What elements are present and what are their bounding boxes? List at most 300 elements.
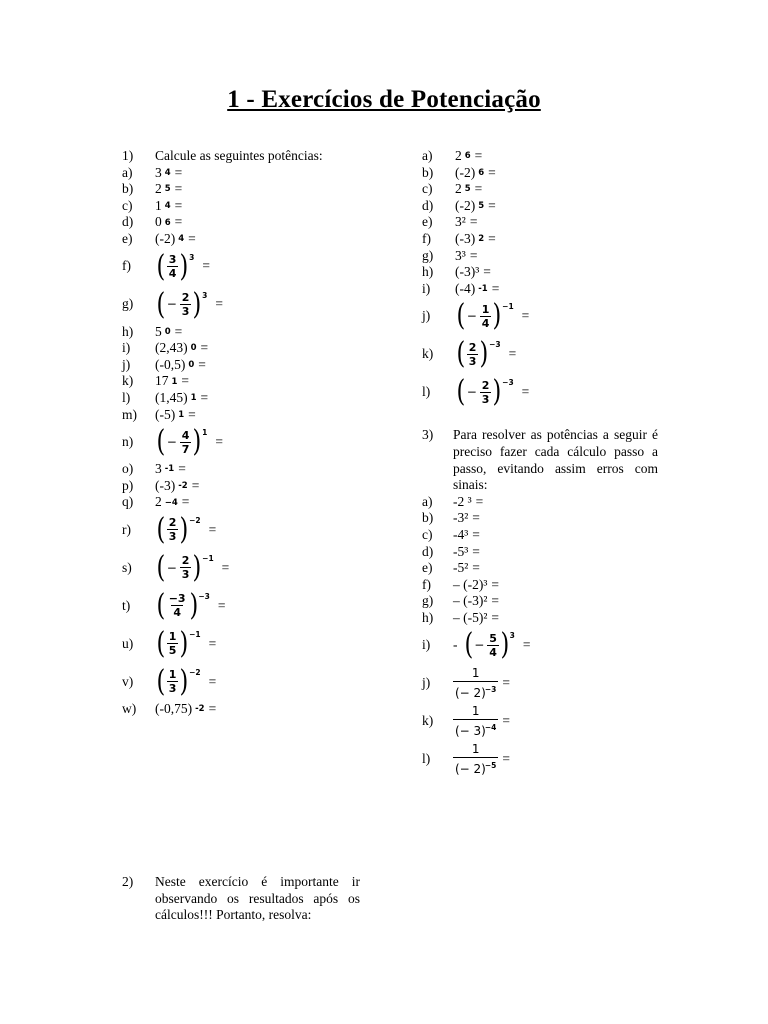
item-expression <box>453 593 499 610</box>
item-label: e) <box>122 230 133 246</box>
equals-sign: = <box>217 597 226 613</box>
numerator: 1 <box>471 703 480 718</box>
left-paren: ( <box>156 549 166 585</box>
base: (-2) <box>155 230 176 246</box>
item-label: h) <box>122 323 134 339</box>
fraction-power <box>455 374 514 410</box>
left-column <box>122 148 372 718</box>
equals-sign: = <box>521 384 530 400</box>
minus-sign: − <box>166 297 177 312</box>
base: (-4) <box>455 280 476 296</box>
item-expression <box>155 286 223 322</box>
numerator: −3 <box>168 592 186 606</box>
item-label: v) <box>122 673 134 689</box>
equals-sign: = <box>491 593 500 609</box>
fraction-power <box>155 511 201 547</box>
exponent: −1 <box>202 553 214 563</box>
equals-sign: = <box>502 751 511 767</box>
denominator-base: (− 2) <box>455 685 486 700</box>
item-label: j) <box>422 308 431 324</box>
left-paren: ( <box>456 298 466 334</box>
item-label: i) <box>422 637 431 653</box>
equals-sign: = <box>188 406 196 422</box>
exponent: 1 <box>202 428 208 438</box>
q2-item-list <box>422 148 672 411</box>
item-label: f) <box>122 258 131 274</box>
equals-sign: = <box>472 510 480 526</box>
minus-sign: − <box>166 434 177 449</box>
item-expression <box>455 214 477 231</box>
item-label: g) <box>422 593 434 609</box>
base: 0 <box>155 214 162 230</box>
minus-sign: − <box>474 638 485 653</box>
q3-header <box>422 427 672 493</box>
denominator: 4 <box>173 606 181 620</box>
base: -4³ <box>453 526 469 542</box>
item-expression <box>453 494 483 511</box>
fraction <box>180 291 192 318</box>
fraction-power <box>455 298 514 334</box>
q2-header <box>122 874 372 924</box>
exercise-item <box>122 286 372 324</box>
item-label: u) <box>122 635 134 651</box>
equals-sign: = <box>208 700 217 716</box>
q2-header-block <box>122 874 372 924</box>
base: (-2) <box>455 197 476 213</box>
q2-number: 2) <box>122 874 134 889</box>
item-label: c) <box>422 526 433 542</box>
exercise-item <box>422 231 672 248</box>
equals-sign: = <box>488 230 496 246</box>
item-label: d) <box>422 543 434 559</box>
exercise-item <box>122 461 372 478</box>
item-label: i) <box>422 280 431 296</box>
item-expression <box>453 510 480 527</box>
fraction-power <box>463 627 515 663</box>
numerator: 2 <box>481 378 490 392</box>
right-paren: ) <box>179 663 189 699</box>
denominator: 3 <box>168 530 177 544</box>
left-paren: ( <box>456 374 466 410</box>
base: (-3) <box>155 477 176 493</box>
item-expression <box>453 666 510 701</box>
equals-sign: = <box>474 148 483 163</box>
fraction <box>467 341 479 368</box>
item-label: j) <box>122 356 131 372</box>
fraction <box>487 632 499 659</box>
numerator: 3 <box>168 253 177 267</box>
q1-number: 1) <box>122 148 134 163</box>
exponent: −1 <box>502 302 514 312</box>
fraction-power <box>155 424 208 460</box>
denominator <box>453 681 498 701</box>
item-expression <box>455 298 530 334</box>
exercise-item <box>422 297 672 335</box>
base: -3² <box>453 510 469 526</box>
exercise-item <box>422 560 672 577</box>
item-label: r) <box>122 521 131 537</box>
item-expression <box>453 544 480 561</box>
right-paren: ) <box>492 298 502 334</box>
equals-sign: = <box>174 164 183 180</box>
equals-sign: = <box>491 576 500 592</box>
denominator: 3 <box>181 568 190 582</box>
right-paren: ) <box>189 587 198 623</box>
item-label: f) <box>422 230 431 246</box>
item-expression <box>455 248 477 265</box>
exercise-item <box>422 148 672 165</box>
item-expression: 2 −4 = <box>155 494 190 510</box>
fraction <box>453 666 498 701</box>
item-label: a) <box>422 148 433 163</box>
equals-sign: = <box>491 280 500 296</box>
right-paren: ) <box>192 424 202 460</box>
denominator: 3 <box>481 392 490 406</box>
fraction-power <box>155 625 201 661</box>
equals-sign: = <box>488 197 496 213</box>
item-expression: (-2) 4 = <box>155 230 196 246</box>
item-expression: (-5) 1 = <box>155 406 196 422</box>
exercise-item <box>122 549 372 587</box>
exercise-item <box>422 527 672 544</box>
q2-instruction: Neste exercício é importante ir observando os resultados após os cálculos!!! Portanto, resolva: <box>155 874 360 923</box>
q3-item-list <box>422 494 672 779</box>
item-label: w) <box>122 700 137 716</box>
item-label: m) <box>122 406 137 422</box>
right-paren: ) <box>179 625 189 661</box>
item-expression: (-2) 6 = <box>455 164 496 180</box>
base: (-3)³ <box>455 264 480 280</box>
numerator: 5 <box>489 631 497 645</box>
denominator-base: (− 2) <box>455 761 486 776</box>
equals-sign: = <box>174 323 183 339</box>
item-expression <box>453 742 510 777</box>
minus-sign: − <box>466 309 477 324</box>
left-paren: ( <box>156 248 166 284</box>
numerator: 1 <box>481 302 490 316</box>
fraction <box>180 429 192 456</box>
denominator: 4 <box>489 645 497 659</box>
left-paren: ( <box>156 587 166 623</box>
equals-sign: = <box>488 164 496 180</box>
equals-sign: = <box>200 389 209 405</box>
equals-sign: = <box>191 477 200 493</box>
denominator <box>453 757 498 777</box>
numerator: 2 <box>168 516 177 530</box>
item-expression <box>453 560 480 577</box>
fraction <box>453 742 498 777</box>
fraction <box>167 592 188 619</box>
exercise-item <box>122 324 372 341</box>
fraction-power <box>155 587 210 623</box>
left-paren: ( <box>156 625 166 661</box>
base: 2 <box>455 148 462 163</box>
equals-sign: = <box>181 494 190 510</box>
equals-sign: = <box>200 340 209 356</box>
q1-instruction: Calcule as seguintes potências: <box>155 148 323 163</box>
base: (1,45) <box>155 389 188 405</box>
item-label: c) <box>122 197 133 213</box>
item-label: g) <box>422 247 434 263</box>
item-label: i) <box>122 340 131 356</box>
item-label: n) <box>122 433 134 449</box>
item-label: a) <box>122 164 133 180</box>
exponent: −2 <box>189 667 201 677</box>
denominator: 3 <box>181 305 190 319</box>
item-label: h) <box>422 264 434 280</box>
item-expression <box>155 625 217 661</box>
exercise-item <box>422 544 672 561</box>
fraction-power <box>155 549 214 585</box>
base: 2 <box>155 494 162 510</box>
exercise-item <box>422 494 672 511</box>
equals-sign: = <box>522 637 531 653</box>
base: – (-3)² <box>453 593 488 609</box>
item-expression: 2 5 = <box>455 181 483 197</box>
item-expression <box>455 374 530 410</box>
equals-sign: = <box>472 560 480 576</box>
equals-sign: = <box>502 675 511 691</box>
item-label: a) <box>422 493 433 509</box>
item-expression <box>155 424 223 460</box>
equals-sign: = <box>469 214 478 230</box>
equals-sign: = <box>215 296 223 312</box>
equals-sign: = <box>198 356 206 372</box>
item-label: p) <box>122 477 134 493</box>
exponent: −3 <box>502 378 514 388</box>
equals-sign: = <box>174 197 183 213</box>
equals-sign: = <box>174 214 183 230</box>
left-paren: ( <box>463 627 473 663</box>
minus-sign: − <box>466 385 477 400</box>
item-expression: 3 4 = <box>155 164 183 180</box>
fraction <box>180 554 192 581</box>
item-expression <box>155 248 210 284</box>
base: -5² <box>453 560 469 576</box>
denominator: 3 <box>168 682 177 696</box>
item-label: e) <box>422 560 433 576</box>
equals-sign: = <box>181 373 190 389</box>
equals-sign: = <box>215 433 223 449</box>
item-expression <box>155 663 217 699</box>
item-label: s) <box>122 559 132 575</box>
item-label: b) <box>422 510 434 526</box>
item-expression: 2 6 = <box>455 148 483 163</box>
right-paren: ) <box>179 511 189 547</box>
exponent: −3 <box>489 340 501 350</box>
right-paren: ) <box>192 286 202 322</box>
item-expression: (-0,5) 0 = <box>155 356 206 372</box>
item-expression: (-4) -1 = <box>455 280 500 296</box>
q1-item-list <box>122 165 372 718</box>
equals-sign: = <box>474 181 483 197</box>
item-expression: (2,43) 0 = <box>155 340 209 356</box>
exercise-item <box>122 587 372 625</box>
base: 3³ <box>455 247 466 263</box>
exponent: −2 <box>189 515 201 525</box>
fraction-power <box>155 663 201 699</box>
exercise-item <box>422 248 672 265</box>
item-expression <box>155 549 230 585</box>
equals-sign: = <box>188 230 196 246</box>
exercise-item <box>122 340 372 357</box>
right-paren: ) <box>179 248 189 284</box>
equals-sign: = <box>208 521 217 537</box>
equals-sign: = <box>475 493 484 509</box>
exercise-item <box>422 281 672 298</box>
exercise-item <box>122 165 372 182</box>
equals-sign: = <box>502 713 511 729</box>
numerator: 4 <box>181 428 190 442</box>
exercise-item <box>122 198 372 215</box>
item-expression: 5 0 = <box>155 323 183 339</box>
base: (2,43) <box>155 340 188 356</box>
right-paren: ) <box>492 374 502 410</box>
base: (-5) <box>155 406 176 422</box>
item-expression: 17 1 = <box>155 373 190 389</box>
item-expression <box>453 704 510 739</box>
right-paren: ) <box>192 549 202 585</box>
denominator-base: (− 3) <box>455 723 486 738</box>
base: 2 <box>455 181 462 197</box>
equals-sign: = <box>469 247 478 263</box>
exercise-item <box>422 214 672 231</box>
exercise-item <box>122 214 372 231</box>
page-title: 1 - Exercícios de Potenciação <box>227 86 541 113</box>
numerator: 1 <box>168 630 177 644</box>
exercise-item <box>422 610 672 627</box>
exercise-item <box>422 373 672 411</box>
left-paren: ( <box>456 336 466 372</box>
exercise-item <box>122 407 372 424</box>
exercise-item <box>122 478 372 495</box>
fraction <box>480 303 492 330</box>
left-paren: ( <box>156 511 166 547</box>
fraction <box>167 253 179 280</box>
item-label: d) <box>422 197 434 213</box>
denominator <box>453 719 498 739</box>
item-label: k) <box>422 713 434 729</box>
item-label: d) <box>122 214 134 230</box>
exercise-item <box>122 701 372 718</box>
item-label: h) <box>422 609 434 625</box>
exercise-item <box>422 577 672 594</box>
numerator: 2 <box>468 340 477 354</box>
exercise-item <box>422 740 672 778</box>
exponent: 3 <box>202 290 208 300</box>
fraction <box>167 630 179 657</box>
denominator: 5 <box>168 644 177 658</box>
item-label: c) <box>422 181 433 197</box>
fraction <box>167 668 179 695</box>
equals-sign: = <box>491 609 500 625</box>
item-expression: (1,45) 1 = <box>155 389 209 405</box>
exercise-item <box>422 593 672 610</box>
exponent: −4 <box>484 722 497 732</box>
item-expression: 2 5 = <box>155 181 183 197</box>
item-expression <box>155 587 226 623</box>
exercise-item <box>122 511 372 549</box>
q3-number: 3) <box>422 427 434 443</box>
exercise-item <box>422 165 672 182</box>
exercise-item <box>422 198 672 215</box>
left-paren: ( <box>156 286 166 322</box>
item-expression <box>453 527 480 544</box>
numerator: 2 <box>181 554 190 568</box>
item-label: g) <box>122 296 134 312</box>
exponent: 3 <box>509 631 515 641</box>
base: 2 <box>155 181 162 197</box>
item-label: l) <box>422 384 431 400</box>
item-expression <box>453 627 531 663</box>
item-expression: (-2) 5 = <box>455 197 496 213</box>
right-paren: ) <box>479 336 489 372</box>
exercise-item <box>422 510 672 527</box>
fraction-power <box>155 248 195 284</box>
equals-sign: = <box>208 673 217 689</box>
equals-sign: = <box>174 181 183 197</box>
item-expression <box>453 577 499 594</box>
exercise-item <box>122 494 372 511</box>
equals-sign: = <box>483 264 491 280</box>
exponent: 3 <box>189 252 195 262</box>
right-paren: ) <box>500 627 510 663</box>
exercise-item <box>122 625 372 663</box>
equals-sign: = <box>521 308 530 324</box>
exercise-item <box>122 231 372 248</box>
item-label: t) <box>122 597 131 613</box>
item-expression: (-3) -2 = <box>155 477 200 493</box>
item-expression <box>453 610 499 627</box>
right-column <box>422 148 672 778</box>
item-expression: (-0,75) -2 = <box>155 700 217 716</box>
item-label: j) <box>422 675 431 691</box>
equals-sign: = <box>472 543 480 559</box>
base: 3 <box>155 461 162 477</box>
q3-instruction: Para resolver as potências a seguir é preciso fazer cada cálculo passo a passo, evitando assim erros com sinais: <box>453 427 658 493</box>
exercise-item <box>122 390 372 407</box>
item-expression: 1 4 = <box>155 197 183 213</box>
numerator: 1 <box>168 668 177 682</box>
fraction-power <box>455 336 501 372</box>
item-label: q) <box>122 494 134 510</box>
base: (-3) <box>455 230 476 246</box>
base: (-0,5) <box>155 356 186 372</box>
exponent: −5 <box>484 760 497 770</box>
exercise-item <box>122 357 372 374</box>
item-expression <box>455 264 491 281</box>
numerator: 1 <box>471 741 480 756</box>
prefix-sign: - <box>453 637 458 653</box>
fraction-power <box>155 286 208 322</box>
q1-header <box>122 148 372 165</box>
item-expression <box>155 511 217 547</box>
item-label: b) <box>422 164 434 180</box>
exponent: −3 <box>484 684 497 694</box>
numerator: 1 <box>471 665 480 680</box>
item-label: k) <box>122 373 134 389</box>
base: -2 ³ <box>453 493 472 509</box>
numerator: 2 <box>181 291 190 305</box>
item-expression <box>455 336 517 372</box>
item-label: e) <box>422 214 433 230</box>
fraction <box>480 379 492 406</box>
denominator: 4 <box>168 267 177 281</box>
denominator: 3 <box>468 354 477 368</box>
exercise-item <box>422 181 672 198</box>
item-expression: 0 6 = <box>155 214 183 230</box>
base: – (-2)³ <box>453 576 488 592</box>
